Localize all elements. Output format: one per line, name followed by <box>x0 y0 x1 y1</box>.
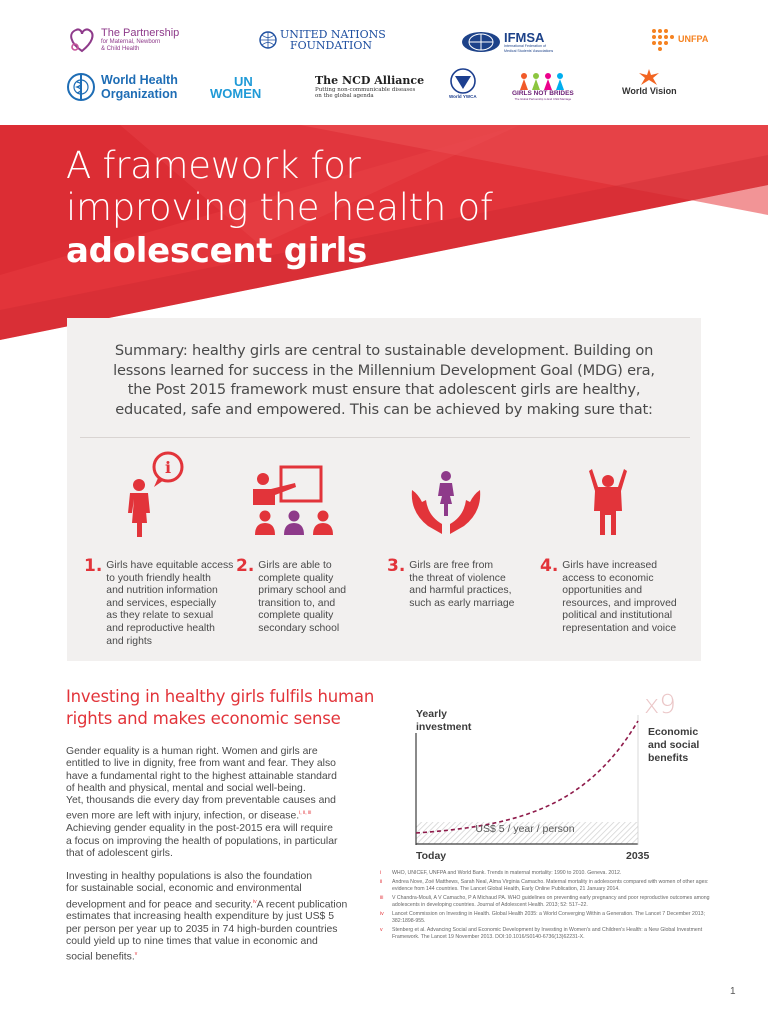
who-line2: Organization <box>101 87 178 101</box>
reference-text: V Chandra-Mouli, A V Camacho, P A Michaud PA. WHO guidelines on preventing early pregnancy and poor reproductive outcomes among adolescents in developing countries. Journal of Adolescent Health. 2013; 52: 517–22. <box>392 895 710 908</box>
point-2 <box>236 557 346 636</box>
point-2-line: complete quality <box>258 572 334 584</box>
paragraph-line-tail: A recent publication <box>256 899 348 911</box>
raised-arms-girl-icon <box>588 467 628 542</box>
paragraph-line: per person per year up to 2035 in 74 high-burden countries <box>66 923 338 935</box>
summary-line-4: educated, safe and empowered. This can be achieved by making sure that: <box>115 400 653 418</box>
point-2-number: 2. <box>236 556 255 576</box>
paragraph-line: have a fundamental right to the highest attainable standard <box>66 770 337 782</box>
chart-series-label-line: and social <box>648 739 700 751</box>
point-4-number: 4. <box>540 556 559 576</box>
reference-item <box>380 895 710 909</box>
point-3-text <box>409 557 514 610</box>
point-2-line: primary school and <box>258 585 347 597</box>
point-3-line: the threat of violence <box>409 572 506 584</box>
unfpa-dots-icon <box>650 27 680 51</box>
title-line-3: adolescent girls <box>66 231 367 271</box>
chart-band-label: US$ 5 / year / person <box>475 823 575 835</box>
paragraph-line: development and for peace and security. <box>66 899 253 911</box>
reference-number: ii <box>380 879 383 885</box>
paragraph-line: could yield up to nine times that value in economic and <box>66 935 318 947</box>
reference-item <box>380 870 710 877</box>
paragraph-line: Investing in healthy populations is also the foundation <box>66 871 313 882</box>
paragraph-line: entitled to live in dignity, free from want and fear. They also <box>66 758 336 770</box>
svg-text:i: i <box>164 458 172 477</box>
reference-number: i <box>380 870 382 876</box>
point-1-line: to youth friendly health <box>106 572 211 584</box>
point-1-line: and nutrition information <box>106 585 218 597</box>
paragraph-2 <box>66 871 375 964</box>
chart-y-label-line: investment <box>416 721 472 733</box>
ncd-sub2: on the global agenda <box>315 93 374 99</box>
chart-series-label-line: benefits <box>648 752 689 764</box>
un-emblem-icon <box>259 31 277 49</box>
ifmsa-sub2: Medical Students' Associations <box>504 48 554 53</box>
logo-un-women <box>210 76 261 100</box>
point-1-line: and services, especially <box>106 597 217 609</box>
point-1-line: and reproductive health <box>106 622 215 634</box>
point-4 <box>540 557 677 636</box>
point-1-line: and rights <box>106 635 152 647</box>
point-2-text <box>258 557 346 636</box>
point-2-line: secondary school <box>258 622 340 634</box>
ncd-title: The NCD Alliance <box>315 74 425 87</box>
references <box>380 870 710 943</box>
point-2-line: transition to, and <box>258 597 336 609</box>
point-2-line: Girls are able to <box>258 560 332 571</box>
point-2-line: complete quality <box>258 610 334 622</box>
point-1-text <box>106 557 233 648</box>
reference-number: v <box>380 927 383 933</box>
logo-ncd-alliance <box>315 74 424 99</box>
world-vision-star-icon <box>637 68 661 86</box>
chart-y-label-line: Yearly <box>416 708 447 720</box>
point-3-line: Girls are free from <box>409 560 494 571</box>
section-heading <box>66 686 396 730</box>
point-3-number: 3. <box>387 556 406 576</box>
chart-x-start-label: Today <box>416 850 447 862</box>
logo-who <box>66 72 178 102</box>
partnership-swirl-icon <box>66 25 98 55</box>
point-3 <box>387 557 514 610</box>
paragraph-line: Yet, thousands die every day from preventable causes and <box>66 795 336 807</box>
paragraph-line: of health and physical, mental and social well-being. <box>66 782 306 794</box>
logo-un-foundation <box>259 29 386 51</box>
ifmsa-sub1: International Federation of <box>504 44 546 49</box>
summary-text <box>80 341 688 419</box>
title-line-1: A framework for <box>66 144 361 187</box>
paragraph-line: social benefits. <box>66 951 135 963</box>
point-3-line: and harmful practices, <box>409 585 512 597</box>
ywca-triangle-icon <box>450 68 476 94</box>
paragraph-line: Gender equality is a human right. Women and girls are <box>66 746 318 757</box>
partnership-sub1: for Maternal, Newborn <box>101 39 161 46</box>
unwomen-line2: WOMEN <box>210 86 262 101</box>
chart-x-end-label: 2035 <box>626 850 650 862</box>
page-number: 1 <box>730 986 736 997</box>
partner-logos <box>0 0 768 125</box>
paragraph-line: that of adolescent girls. <box>66 847 173 859</box>
who-emblem-icon <box>66 72 96 102</box>
reference-text: Andrea Nove, Zoë Matthews, Sarah Neal, Alma Virginia Camacho. Maternal mortality in adolescents compared with women of other ages: evidence from 144 countries. The Lancet Global Health, Early Online Publication, 21 January 2014. <box>392 879 709 892</box>
summary-divider <box>80 437 690 438</box>
title-line-2: improving the health of <box>66 186 493 229</box>
footnote-marker: iv <box>252 898 257 905</box>
logo-partnership <box>66 25 179 55</box>
unwomen-line1: UN <box>234 74 253 89</box>
logo-world-ywca <box>449 68 477 99</box>
who-line1: World Health <box>101 73 178 87</box>
reference-number: iii <box>380 895 384 901</box>
point-4-line: political and institutional <box>562 610 673 622</box>
reference-number: iv <box>380 911 384 917</box>
reference-item <box>380 879 710 893</box>
paragraph-line: a focus on improving the health of populations, in particular <box>66 835 338 847</box>
paragraph-line: Achieving gender equality in the post-2015 era will require <box>66 823 333 835</box>
reference-text: Lancet Commission on Investing in Health. Global Health 2035: a World Converging Within a Generation. The Lancet 7 December 2013; 382:1898-955. <box>392 911 705 924</box>
page-title <box>66 145 493 273</box>
point-4-line: resources, and improved <box>562 597 677 609</box>
unf-line2: FOUNDATION <box>290 39 373 52</box>
logo-girls-not-brides <box>512 72 574 101</box>
protecting-hands-icon <box>408 468 484 543</box>
chart-series-line <box>416 721 638 833</box>
unfpa-name: UNFPA <box>678 34 709 44</box>
point-4-text <box>562 557 676 636</box>
footnote-marker: v <box>134 951 138 958</box>
reference-text: Stenberg et al. Advancing Social and Economic Development by Investing in Women's and Children's Health: a New Global Investment Framework. The Lancet 19 November 2013. DOI:10.1016/S0140-6736(13)62231-X. <box>392 927 703 940</box>
classroom-icon <box>249 465 339 542</box>
summary-line-2: lessons learned for success in the Millennium Development Goal (MDG) era, <box>113 361 655 379</box>
logo-unfpa <box>650 27 708 51</box>
point-1-line: as they relate to sexual <box>106 610 214 622</box>
gnb-sub: The Global Partnership to End Child Marriage <box>514 97 572 101</box>
logo-ifmsa <box>461 31 553 53</box>
gnb-name: GIRLS NOT BRIDES <box>512 90 574 97</box>
point-4-line: representation and voice <box>562 622 677 634</box>
paragraph-line: estimates that increasing health expenditure by just US$ 5 <box>66 911 335 923</box>
ncd-sub1: Putting non-communicable diseases <box>315 87 416 93</box>
ifmsa-name: IFMSA <box>504 30 545 46</box>
investment-chart <box>415 715 655 845</box>
summary-line-3: the Post 2015 framework must ensure that adolescent girls are healthy, <box>127 381 641 399</box>
ywca-name: World YWCA <box>449 94 477 99</box>
point-4-line: access to economic <box>562 572 654 584</box>
reference-text: WHO, UNICEF, UNFPA and World Bank. Trends in maternal mortality: 1990 to 2010. Geneva. 2012. <box>392 870 622 876</box>
partnership-sub2: & Child Health <box>101 46 140 52</box>
chart-series-label-line: Economic <box>648 726 699 738</box>
girl-info-icon <box>112 449 192 544</box>
logo-world-vision <box>622 68 677 96</box>
section-heading-line-1: Investing in healthy girls fulfils human <box>66 687 375 706</box>
paragraph-line: for sustainable social, economic and environmental <box>66 883 302 895</box>
chart-multiplier-label: x9 <box>644 690 676 720</box>
point-1-number: 1. <box>84 556 103 576</box>
reference-item <box>380 911 710 925</box>
chart-series-label <box>648 726 699 765</box>
summary-line-1: Summary: healthy girls are central to sustainable development. Building on <box>114 342 654 359</box>
partnership-title: The Partnership <box>101 27 180 40</box>
unf-line1: UNITED NATIONS <box>280 28 386 41</box>
world-vision-name: World Vision <box>622 86 677 96</box>
ifmsa-globe-icon <box>461 31 501 53</box>
point-1-line: Girls have equitable access <box>106 560 234 571</box>
point-4-line: opportunities and <box>562 585 643 597</box>
footnote-marker: i, ii, iii <box>299 810 312 817</box>
point-3-line: such as early marriage <box>409 597 515 609</box>
reference-item <box>380 927 710 941</box>
section-heading-line-2: rights and makes economic sense <box>66 709 341 728</box>
point-4-line: Girls have increased <box>562 560 658 571</box>
paragraph-1 <box>66 746 375 860</box>
point-1 <box>84 557 233 648</box>
paragraph-line: even more are left with injury, infection, or disease. <box>66 810 300 822</box>
girls-figures-icon <box>516 72 570 90</box>
